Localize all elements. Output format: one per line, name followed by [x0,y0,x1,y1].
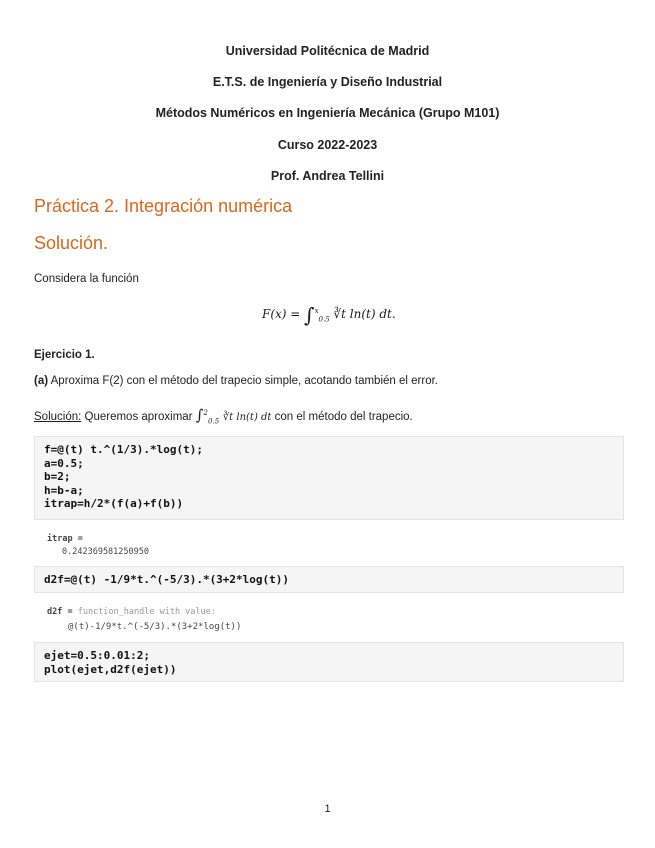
solution-upper-limit: 2 [203,409,209,418]
course-name: Métodos Numéricos en Ingeniería Mecánica (Grupo M101) [155,106,500,120]
professor-name: Prof. Andrea Tellini [270,169,385,183]
solution-text-before: Queremos aproximar [81,411,196,423]
equation-lower-limit: 0.5 [318,315,330,324]
code-block-trapezoid [34,436,624,520]
itrap-output-name: itrap = [47,534,83,544]
function-equation [262,303,396,327]
solution-integrand: ∛t ln(t) dt [222,412,272,423]
code-line: plot(ejet,d2f(ejet)) [44,662,177,676]
exercise-part-a [34,375,438,387]
equation-lhs: F(x) = [262,307,305,321]
equation-integrand: ∛t ln(t) dt. [333,307,396,321]
solution-paragraph [34,406,413,425]
course-year: Curso 2022-2023 [277,138,378,152]
intro-text: Considera la función [34,273,139,285]
university-name: Universidad Politécnica de Madrid [225,44,430,58]
d2f-output-name: d2f = [47,607,78,617]
d2f-output-desc: function_handle with value: [77,607,216,617]
solution-text-after: con el método del trapecio. [271,411,413,423]
solution-integral-sign: ∫ [195,406,204,424]
equation-upper-limit: x [314,307,319,315]
part-text: Aproxima F(2) con el método del trapecio simple, acotando también el error. [48,375,438,387]
solution-integral [195,406,272,426]
exercise-heading: Ejercicio 1. [34,349,95,361]
code-line: ejet=0.5:0.01:2; [44,649,150,662]
itrap-output-value: 0.242369581250950 [62,547,149,557]
page-title: Práctica 2. Integración numérica [34,196,293,216]
code-line: f=@(t) t.^(1/3).*log(t); [44,443,203,456]
code-line: b=2; [44,470,71,483]
school-name: E.T.S. de Ingeniería y Diseño Industrial [212,75,443,89]
solution-label: Solución: [34,411,82,423]
integral-sign: ∫ [304,303,315,327]
d2f-output-header [47,607,216,617]
code-line: h=b-a; [44,483,84,497]
code-line: d2f=@(t) -1/9*t.^(-5/3).*(3+2*log(t)) [44,573,290,586]
page-subtitle: Solución. [34,233,109,253]
code-line: a=0.5; [44,456,84,470]
code-block-plot [34,642,624,682]
page-number: 1 [324,803,331,815]
part-label: (a) [34,375,49,387]
solution-lower-limit: 0.5 [208,417,220,426]
code-block-d2f [34,566,624,593]
d2f-output-value: @(t)-1/9*t.^(-5/3).*(3+2*log(t)) [68,622,242,632]
code-line: itrap=h/2*(f(a)+f(b)) [44,497,184,510]
